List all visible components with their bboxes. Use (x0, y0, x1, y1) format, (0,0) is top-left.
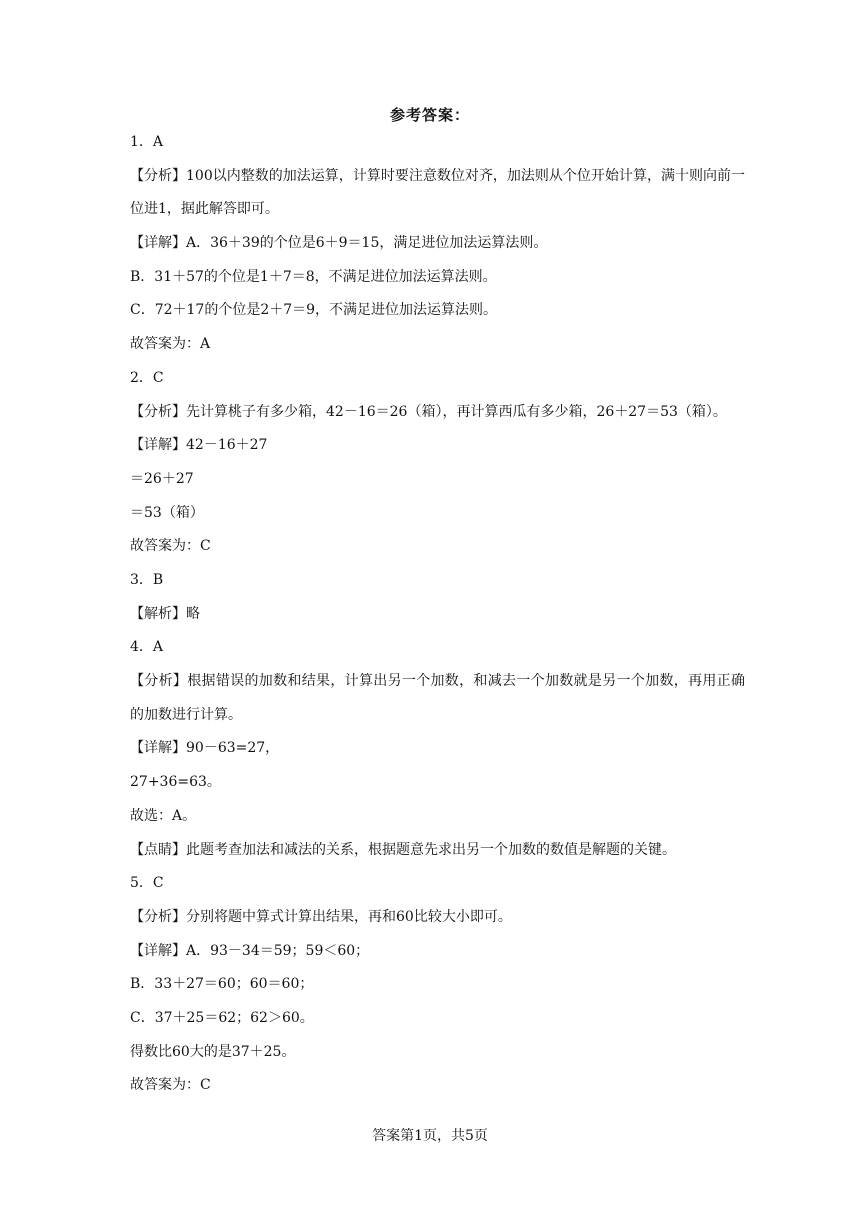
answer-line: B．31＋57的个位是1＋7＝8，不满足进位加法运算法则。 (130, 268, 497, 285)
page-footer: 答案第1页，共5页 (372, 1128, 488, 1144)
answer-line: 【分析】分别将题中算式计算出结果，再和60比较大小即可。 (130, 908, 512, 925)
answer-line: 3．B (130, 571, 164, 588)
answer-line: 故选：A。 (130, 807, 197, 824)
answer-line: ＝26＋27 (130, 470, 194, 487)
answer-line: B．33＋27＝60；60＝60； (130, 976, 314, 993)
answer-line: 27+36=63。 (130, 774, 221, 791)
answer-line: 故答案为：A (130, 336, 211, 353)
answer-line: 5．C (130, 875, 164, 892)
answer-line: 【详解】A．93－34＝59；59＜60； (130, 942, 370, 959)
answer-line: C．37＋25＝62；62＞60。 (130, 1009, 314, 1026)
page-title: 参考答案： (389, 106, 470, 124)
answer-content (130, 126, 745, 1103)
answer-line: 【分析】先计算桃子有多少箱，42－16＝26（箱），再计算西瓜有多少箱，26＋27＝53（箱）。 (130, 403, 727, 420)
answer-line: 4．A (130, 639, 164, 656)
answer-line: 【点睛】此题考查加法和减法的关系，根据题意先求出另一个加数的数值是解题的关键。 (130, 841, 676, 858)
answer-line: 得数比60大的是37＋25。 (130, 1043, 296, 1060)
answer-line: 2．C (130, 369, 164, 386)
answer-line: ＝53（箱） (130, 504, 204, 521)
answer-line: C．72＋17的个位是2＋7＝9，不满足进位加法运算法则。 (130, 302, 498, 319)
answer-line: 1．A (130, 134, 164, 150)
answer-line: 【详解】A．36＋39的个位是6＋9＝15，满足进位加法运算法则。 (130, 235, 548, 252)
answer-line: 故答案为：C (130, 538, 211, 555)
answer-line: 【详解】42－16＋27 (130, 437, 268, 454)
answer-line: 【解析】略 (130, 605, 200, 622)
answer-line: 【详解】90－63=27， (130, 740, 280, 757)
answer-line: 【分析】根据错误的加数和结果，计算出另一个加数，和减去一个加数就是另一个加数，再用正确的加数进行计算。 (130, 673, 745, 723)
answer-line: 故答案为：C (130, 1077, 211, 1094)
answer-line: 【分析】100以内整数的加法运算，计算时要注意数位对齐，加法则从个位开始计算，满十则向前一位进1，据此解答即可。 (130, 167, 745, 218)
